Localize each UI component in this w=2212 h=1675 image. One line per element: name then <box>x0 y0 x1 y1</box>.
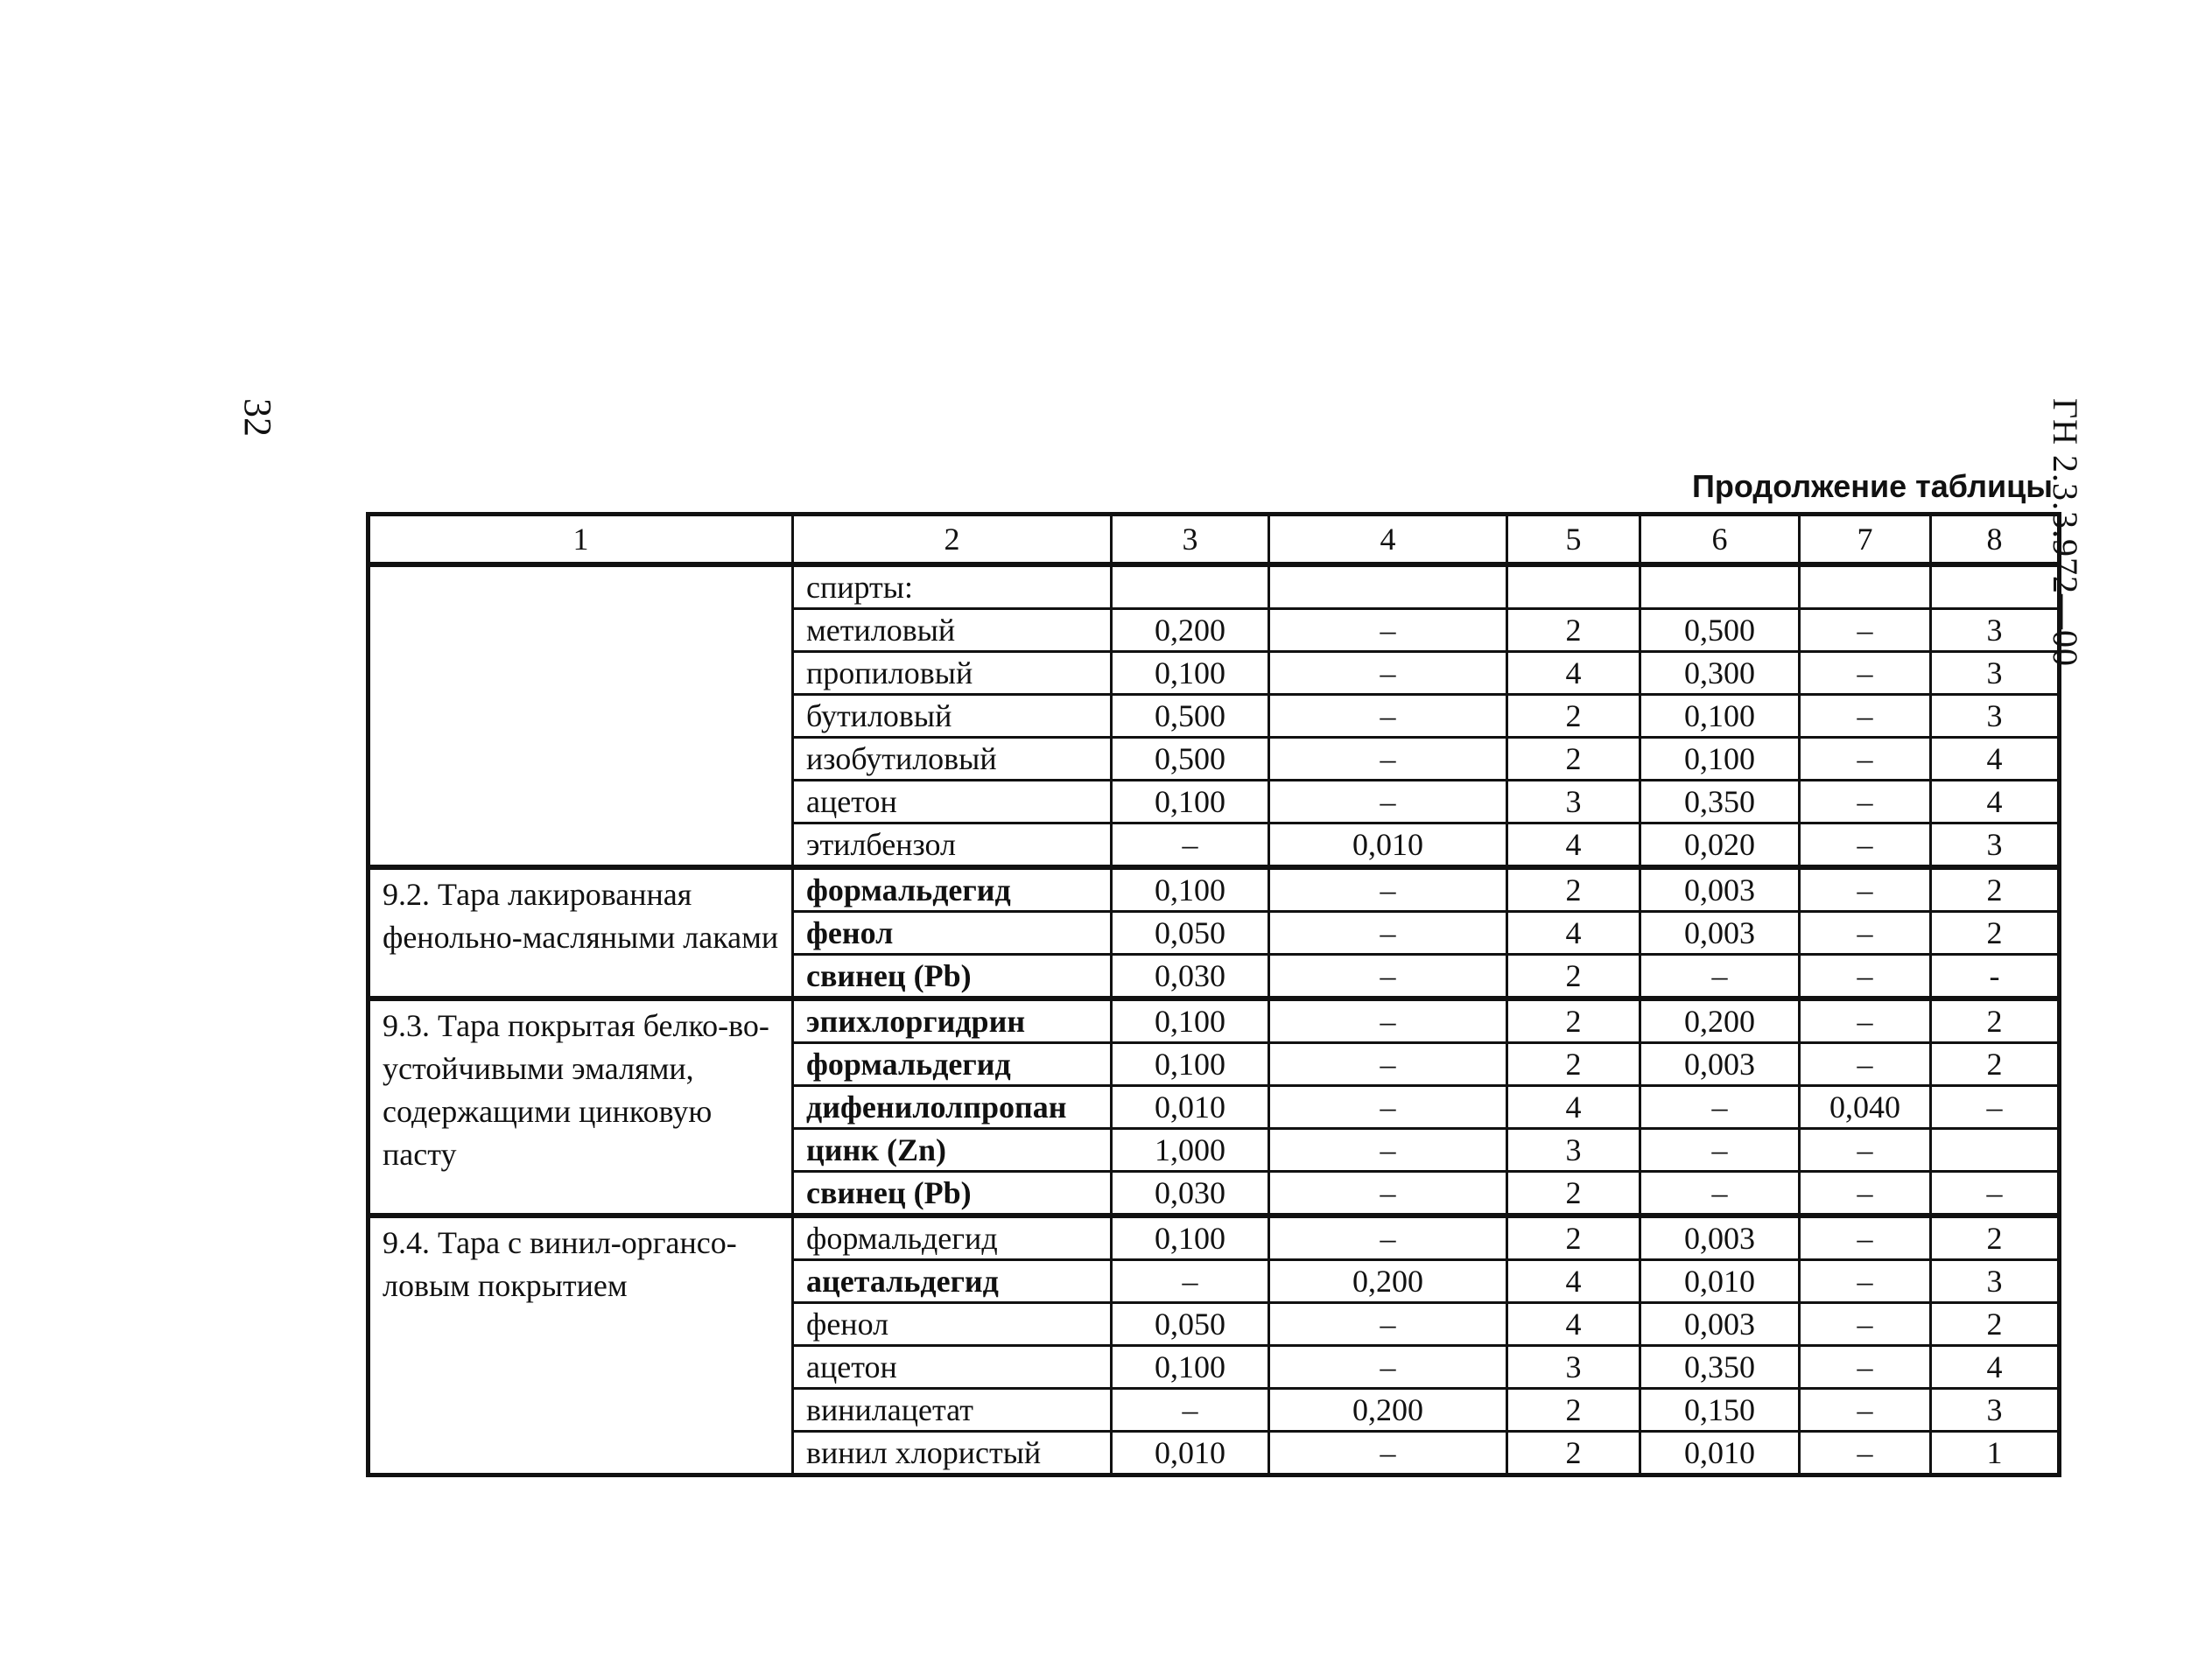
value-cell-c7 <box>1800 564 1931 609</box>
value-cell-c7: – <box>1800 999 1931 1043</box>
value-cell-c8 <box>1931 1129 2060 1172</box>
value-cell-c6: 0,300 <box>1640 652 1800 695</box>
value-cell-c4: – <box>1269 695 1507 738</box>
value-cell-c8: 1 <box>1931 1432 2060 1475</box>
value-cell-c7: – <box>1800 1216 1931 1260</box>
substance-name: этилбензол <box>793 823 1112 868</box>
value-cell-c8: 2 <box>1931 1216 2060 1260</box>
value-cell-c8: 3 <box>1931 652 2060 695</box>
substance-name: свинец (Pb) <box>793 955 1112 999</box>
value-cell-c6: 0,200 <box>1640 999 1800 1043</box>
value-cell-c5: 2 <box>1507 1216 1640 1260</box>
substance-name: бутиловый <box>793 695 1112 738</box>
header-cell: 4 <box>1269 515 1507 565</box>
value-cell-c3: 0,500 <box>1112 695 1269 738</box>
value-cell-c5 <box>1507 564 1640 609</box>
value-cell-c4: – <box>1269 609 1507 652</box>
value-cell-c3: 0,010 <box>1112 1086 1269 1129</box>
value-cell-c5: 2 <box>1507 1432 1640 1475</box>
value-cell-c3: 0,030 <box>1112 955 1269 999</box>
value-cell-c4: – <box>1269 1216 1507 1260</box>
value-cell-c8: – <box>1931 1172 2060 1216</box>
value-cell-c3: – <box>1112 1260 1269 1303</box>
substance-name: дифенилолпропан <box>793 1086 1112 1129</box>
value-cell-c5: 4 <box>1507 912 1640 955</box>
substance-name: ацетон <box>793 781 1112 823</box>
value-cell-c6: 0,010 <box>1640 1432 1800 1475</box>
value-cell-c6: 0,003 <box>1640 912 1800 955</box>
value-cell-c3: 0,100 <box>1112 1346 1269 1389</box>
substance-name: изобутиловый <box>793 738 1112 781</box>
value-cell-c8: 2 <box>1931 867 2060 912</box>
value-cell-c5: 4 <box>1507 652 1640 695</box>
header-cell: 1 <box>369 515 793 565</box>
value-cell-c6 <box>1640 564 1800 609</box>
value-cell-c4: – <box>1269 1043 1507 1086</box>
value-cell-c3: – <box>1112 823 1269 868</box>
value-cell-c7: – <box>1800 695 1931 738</box>
value-cell-c5: 3 <box>1507 1346 1640 1389</box>
value-cell-c6: 0,350 <box>1640 781 1800 823</box>
value-cell-c6: – <box>1640 955 1800 999</box>
value-cell-c7: – <box>1800 867 1931 912</box>
substance-name: формальдегид <box>793 1043 1112 1086</box>
value-cell-c3: 0,010 <box>1112 1432 1269 1475</box>
value-cell-c5: 4 <box>1507 1086 1640 1129</box>
table-caption: Продолжение таблицы <box>1691 468 2053 504</box>
table-row <box>369 1216 2060 1260</box>
table-row <box>369 999 2060 1043</box>
value-cell-c4: – <box>1269 1086 1507 1129</box>
value-cell-c3: 0,100 <box>1112 652 1269 695</box>
value-cell-c7: 0,040 <box>1800 1086 1931 1129</box>
substance-name: цинк (Zn) <box>793 1129 1112 1172</box>
value-cell-c5: 4 <box>1507 823 1640 868</box>
value-cell-c5: 2 <box>1507 609 1640 652</box>
header-cell: 5 <box>1507 515 1640 565</box>
value-cell-c6: 0,003 <box>1640 1043 1800 1086</box>
value-cell-c4: – <box>1269 867 1507 912</box>
value-cell-c6: – <box>1640 1172 1800 1216</box>
value-cell-c6: 0,003 <box>1640 1303 1800 1346</box>
value-cell-c7: – <box>1800 1432 1931 1475</box>
value-cell-c4: – <box>1269 1303 1507 1346</box>
document-code: ГН 2.3.3.972—00 <box>2046 398 2085 668</box>
value-cell-c7: – <box>1800 955 1931 999</box>
value-cell-c7: – <box>1800 1172 1931 1216</box>
value-cell-c4: – <box>1269 912 1507 955</box>
value-cell-c5: 3 <box>1507 1129 1640 1172</box>
section-cell: 9.3. Тара покрытая белко-во-устойчивыми эмалями, содержащими цинковую пасту <box>369 999 793 1216</box>
value-cell-c6: 0,010 <box>1640 1260 1800 1303</box>
value-cell-c4: – <box>1269 955 1507 999</box>
value-cell-c3: 0,100 <box>1112 1043 1269 1086</box>
substance-name: метиловый <box>793 609 1112 652</box>
value-cell-c8: 2 <box>1931 999 2060 1043</box>
value-cell-c6: 0,500 <box>1640 609 1800 652</box>
value-cell-c5: 2 <box>1507 867 1640 912</box>
value-cell-c8: 3 <box>1931 1389 2060 1432</box>
value-cell-c8 <box>1931 564 2060 609</box>
value-cell-c3: 1,000 <box>1112 1129 1269 1172</box>
value-cell-c8: 2 <box>1931 1303 2060 1346</box>
value-cell-c7: – <box>1800 652 1931 695</box>
value-cell-c6: 0,020 <box>1640 823 1800 868</box>
value-cell-c8: 2 <box>1931 912 2060 955</box>
table-row <box>369 867 2060 912</box>
value-cell-c6: 0,350 <box>1640 1346 1800 1389</box>
substance-name: формальдегид <box>793 867 1112 912</box>
value-cell-c4: – <box>1269 1346 1507 1389</box>
value-cell-c4: 0,200 <box>1269 1389 1507 1432</box>
value-cell-c5: 2 <box>1507 1043 1640 1086</box>
value-cell-c5: 2 <box>1507 738 1640 781</box>
value-cell-c8: 3 <box>1931 1260 2060 1303</box>
value-cell-c6: 0,003 <box>1640 867 1800 912</box>
value-cell-c6: 0,150 <box>1640 1389 1800 1432</box>
value-cell-c7: – <box>1800 1389 1931 1432</box>
value-cell-c5: 2 <box>1507 955 1640 999</box>
value-cell-c3: 0,050 <box>1112 1303 1269 1346</box>
table-row <box>369 564 2060 609</box>
value-cell-c5: 2 <box>1507 695 1640 738</box>
substance-name: спирты: <box>793 564 1112 609</box>
header-cell: 8 <box>1931 515 2060 565</box>
value-cell-c8: 3 <box>1931 609 2060 652</box>
header-cell: 2 <box>793 515 1112 565</box>
value-cell-c5: 2 <box>1507 1172 1640 1216</box>
value-cell-c6: – <box>1640 1129 1800 1172</box>
value-cell-c3: 0,200 <box>1112 609 1269 652</box>
value-cell-c7: – <box>1800 781 1931 823</box>
page-number: 32 <box>236 398 279 437</box>
value-cell-c4: – <box>1269 1432 1507 1475</box>
value-cell-c7: – <box>1800 1346 1931 1389</box>
substance-name: свинец (Pb) <box>793 1172 1112 1216</box>
value-cell-c3: 0,050 <box>1112 912 1269 955</box>
value-cell-c6: – <box>1640 1086 1800 1129</box>
substance-name: фенол <box>793 912 1112 955</box>
value-cell-c4: – <box>1269 1129 1507 1172</box>
value-cell-c4: – <box>1269 1172 1507 1216</box>
value-cell-c5: 4 <box>1507 1303 1640 1346</box>
value-cell-c8: 2 <box>1931 1043 2060 1086</box>
value-cell-c3: 0,100 <box>1112 999 1269 1043</box>
value-cell-c7: – <box>1800 1303 1931 1346</box>
value-cell-c7: – <box>1800 823 1931 868</box>
value-cell-c6: 0,100 <box>1640 738 1800 781</box>
section-cell: 9.2. Тара лакированная фенольно-масляными лаками <box>369 867 793 999</box>
value-cell-c4: – <box>1269 738 1507 781</box>
value-cell-c8: 4 <box>1931 781 2060 823</box>
value-cell-c5: 3 <box>1507 781 1640 823</box>
value-cell-c7: – <box>1800 1129 1931 1172</box>
header-cell: 6 <box>1640 515 1800 565</box>
substance-name: пропиловый <box>793 652 1112 695</box>
value-cell-c4 <box>1269 564 1507 609</box>
value-cell-c4: – <box>1269 652 1507 695</box>
substance-name: винилацетат <box>793 1389 1112 1432</box>
value-cell-c3 <box>1112 564 1269 609</box>
substance-name: ацетон <box>793 1346 1112 1389</box>
value-cell-c7: – <box>1800 1260 1931 1303</box>
header-cell: 3 <box>1112 515 1269 565</box>
value-cell-c4: 0,010 <box>1269 823 1507 868</box>
value-cell-c4: – <box>1269 999 1507 1043</box>
section-cell <box>369 564 793 867</box>
value-cell-c3: 0,100 <box>1112 867 1269 912</box>
value-cell-c6: 0,003 <box>1640 1216 1800 1260</box>
value-cell-c6: 0,100 <box>1640 695 1800 738</box>
substance-name: фенол <box>793 1303 1112 1346</box>
value-cell-c8: – <box>1931 1086 2060 1129</box>
value-cell-c8: 4 <box>1931 738 2060 781</box>
substance-name: эпихлоргидрин <box>793 999 1112 1043</box>
value-cell-c3: 0,030 <box>1112 1172 1269 1216</box>
value-cell-c7: – <box>1800 738 1931 781</box>
value-cell-c3: 0,100 <box>1112 781 1269 823</box>
header-cell: 7 <box>1800 515 1931 565</box>
data-table <box>366 512 2061 1477</box>
value-cell-c8: 3 <box>1931 823 2060 868</box>
value-cell-c8: - <box>1931 955 2060 999</box>
value-cell-c5: 2 <box>1507 999 1640 1043</box>
substance-name: формальдегид <box>793 1216 1112 1260</box>
value-cell-c5: 2 <box>1507 1389 1640 1432</box>
substance-name: винил хлористый <box>793 1432 1112 1475</box>
value-cell-c5: 4 <box>1507 1260 1640 1303</box>
value-cell-c8: 3 <box>1931 695 2060 738</box>
value-cell-c8: 4 <box>1931 1346 2060 1389</box>
value-cell-c3: 0,500 <box>1112 738 1269 781</box>
section-cell: 9.4. Тара с винил-органсо-ловым покрытием <box>369 1216 793 1475</box>
value-cell-c7: – <box>1800 1043 1931 1086</box>
value-cell-c4: – <box>1269 781 1507 823</box>
substance-name: ацетальдегид <box>793 1260 1112 1303</box>
value-cell-c7: – <box>1800 609 1931 652</box>
header-row <box>369 515 2060 565</box>
table-body <box>369 515 2060 1475</box>
value-cell-c3: 0,100 <box>1112 1216 1269 1260</box>
value-cell-c7: – <box>1800 912 1931 955</box>
value-cell-c4: 0,200 <box>1269 1260 1507 1303</box>
value-cell-c3: – <box>1112 1389 1269 1432</box>
